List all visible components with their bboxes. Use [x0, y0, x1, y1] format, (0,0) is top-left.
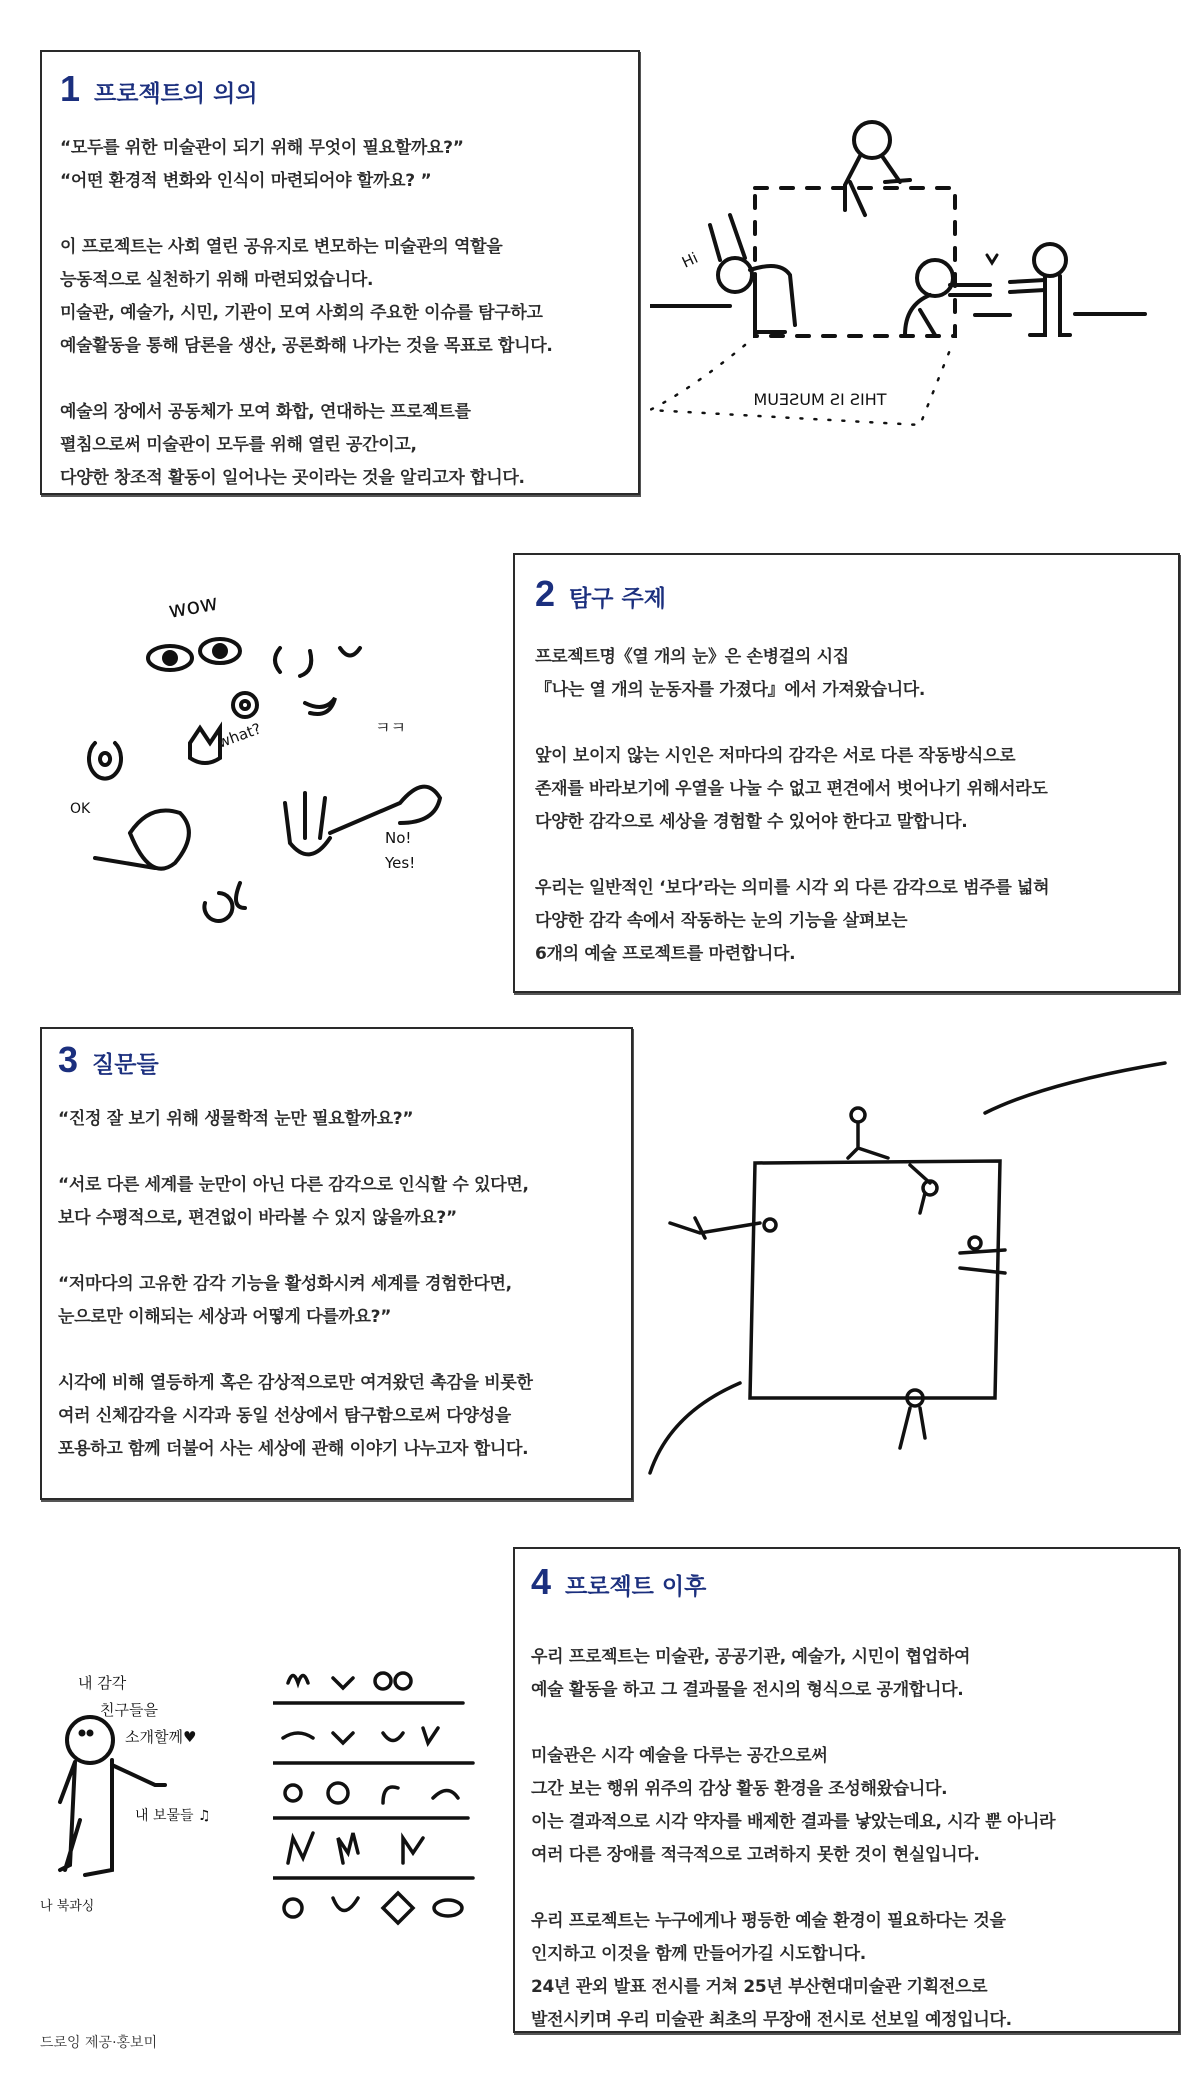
section-number: 3 [58, 1039, 79, 1080]
paragraph: “진정 잘 보기 위해 생물학적 눈만 필요할까요?” [58, 1109, 414, 1129]
laugh-label: ㅋㅋ [375, 718, 406, 737]
section-number: 2 [535, 573, 556, 614]
section-2-heading [535, 573, 1158, 615]
friends-line1: 내 감각 [78, 1674, 127, 1692]
section-title: 프로젝트의 의의 [94, 81, 258, 107]
section-title: 프로젝트 이후 [565, 1574, 707, 1600]
no-label: No! [385, 829, 412, 847]
section-4-box [513, 1547, 1180, 2033]
treasures-label: 내 보물들 ♫ [135, 1808, 211, 1824]
friends-line3: 소개할께♥ [125, 1728, 197, 1746]
section-1-heading [60, 68, 620, 110]
section-title: 탐구 주제 [569, 586, 666, 612]
wow-label: wow [166, 590, 220, 624]
yes-label: Yes! [385, 854, 416, 872]
section-2-box [513, 553, 1180, 993]
paragraph: 예술의 장에서 공동체가 모여 화합, 연대하는 프로젝트를 펼침으로써 미술관이 모두를 위해 열린 공간이고, 다양한 창조적 활동이 일어나는 곳이라는 것을 알리고자 합니다. [60, 402, 525, 488]
hi-label: Hi [679, 248, 701, 272]
paragraph: “저마다의 고유한 감각 기능을 활성화시켜 세계를 경험한다면, 눈으로만 이해되는 세상과 어떻게 다를까요?” [58, 1274, 512, 1327]
section-title: 질문들 [92, 1052, 159, 1078]
section-4-heading [531, 1561, 1162, 1603]
name-label: 나 북과싱 [40, 1899, 95, 1914]
section-3-heading [58, 1039, 615, 1081]
section-3-box [40, 1027, 633, 1500]
paragraph: “모두를 위한 미술관이 되기 위해 무엇이 필요할까요?” “어떤 환경적 변화와 인식이 마련되어야 할까요? ” [60, 138, 464, 191]
frame-figures-drawing [640, 1053, 1173, 1493]
drawing-credit: 드로잉 제공·홍보미 [40, 2035, 158, 2051]
paragraph: 프로젝트명《열 개의 눈》은 손병걸의 시집 『나는 열 개의 눈동자를 가졌다』에서 가져왔습니다. [535, 647, 926, 700]
paragraph: 이 프로젝트는 사회 열린 공유지로 변모하는 미술관의 역할을 능동적으로 실천하기 위해 마련되었습니다. 미술관, 예술가, 시민, 기관이 모여 사회의 주요한 이슈를 탐구하고 예술활동을 통해 담론을 생산, 공론화해 나가는 것을 목표로 합니다. [60, 237, 553, 356]
friends-drawing [40, 1620, 280, 1920]
museum-drawing [650, 110, 1170, 470]
sense-shelf-drawing [273, 1653, 480, 1940]
ok-label: OK [70, 801, 91, 817]
paragraph: 우리 프로젝트는 누구에게나 평등한 예술 환경이 필요하다는 것을 인지하고 이것을 함께 만들어가길 시도합니다. 24년 관외 발표 전시를 거쳐 25년 부산현대미술관 기획전으로 발전시키며 우리 미술관 최초의 무장애 전시로 선보일 예정입니다. [531, 1911, 1012, 2030]
section-number: 4 [531, 1561, 552, 1602]
senses-drawing [40, 573, 493, 960]
paragraph: 앞이 보이지 않는 시인은 저마다의 감각은 서로 다른 작동방식으로 존재를 바라보기에 우열을 나눌 수 없고 편견에서 벗어나기 위해서라도 다양한 감각으로 세상을 경험할 수 있어야 한다고 말합니다. [535, 746, 1048, 832]
section-1-box [40, 50, 640, 495]
paragraph: 우리 프로젝트는 미술관, 공공기관, 예술가, 시민이 협업하여 예술 활동을 하고 그 결과물을 전시의 형식으로 공개합니다. [531, 1647, 971, 1700]
what-label: what? [215, 719, 264, 752]
section-number: 1 [60, 68, 81, 109]
paragraph: 우리는 일반적인 ‘보다’라는 의미를 시각 외 다른 감각으로 범주를 넓혀 다양한 감각 속에서 작동하는 눈의 기능을 살펴보는 6개의 예술 프로젝트를 마련합니다. [535, 878, 1050, 964]
paragraph: 시각에 비해 열등하게 혹은 감상적으로만 여겨왔던 촉감을 비롯한 여러 신체감각을 시각과 동일 선상에서 탐구함으로써 다양성을 포용하고 함께 더불어 사는 세상에 관해 이야기 나누고자 합니다. [58, 1373, 533, 1459]
paragraph: 미술관은 시각 예술을 다루는 공간으로써 그간 보는 행위 위주의 감상 활동 환경을 조성해왔습니다. 이는 결과적으로 시각 약자를 배제한 결과를 낳았는데요, 시각 뿐 아니라 여러 다른 장애를 적극적으로 고려하지 못한 것이 현실입니다. [531, 1746, 1056, 1865]
friends-line2: 친구들을 [100, 1701, 158, 1719]
museum-floor-text: THIS IS MUSEUM [753, 390, 887, 409]
paragraph: “서로 다른 세계를 눈만이 아닌 다른 감각으로 인식할 수 있다면, 보다 수평적으로, 편견없이 바라볼 수 있지 않을까요?” [58, 1175, 529, 1228]
